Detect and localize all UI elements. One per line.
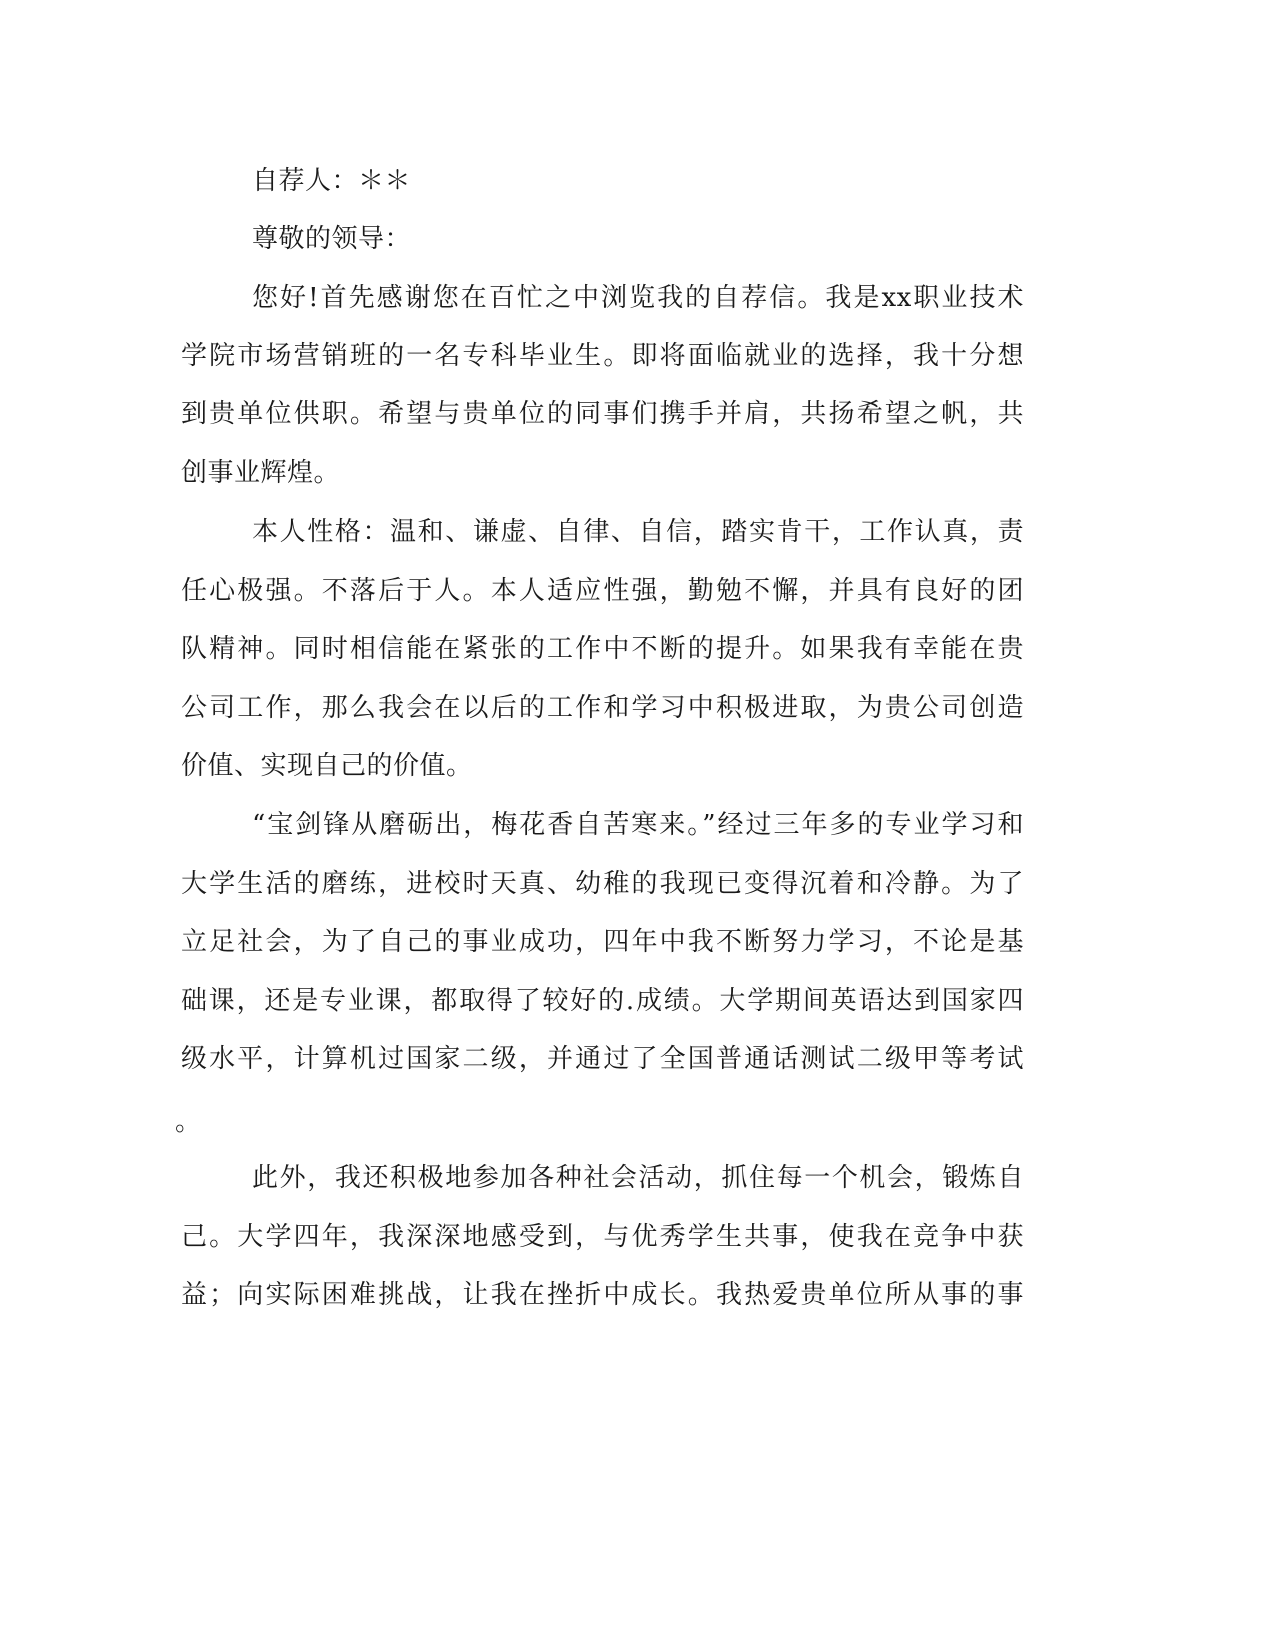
- paragraph-2-line-5: 价值、实现自己的价值。: [181, 751, 473, 781]
- paragraph-2-line-1: 本人性格：温和、谦虚、自律、自信，踏实肯干，工作认真，责: [252, 517, 1024, 547]
- paragraph-4-line-3: 益；向实际困难挑战，让我在挫折中成长。我热爱贵单位所从事的事: [181, 1280, 1024, 1310]
- paragraph-3-line-5: 级水平，计算机过国家二级，并通过了全国普通话测试二级甲等考试: [181, 1044, 1024, 1074]
- paragraph-2-line-3: 队精神。同时相信能在紧张的工作中不断的提升。如果我有幸能在贵: [181, 634, 1024, 664]
- paragraph-2-line-2: 任心极强。不落后于人。本人适应性强，勤勉不懈，并具有良好的团: [181, 576, 1024, 606]
- paragraph-3-line-4: 础课，还是专业课，都取得了较好的.成绩。大学期间英语达到国家四: [181, 986, 1024, 1016]
- paragraph-3-line-2: 大学生活的磨练，进校时天真、幼稚的我现已变得沉着和冷静。为了: [181, 869, 1024, 899]
- paragraph-1-line-4: 创事业辉煌。: [181, 458, 341, 488]
- paragraph-1-line-2: 学院市场营销班的一名专科毕业生。即将面临就业的选择，我十分想: [181, 341, 1024, 371]
- paragraph-4-line-1: 此外，我还积极地参加各种社会活动，抓住每一个机会，锻炼自: [252, 1163, 1024, 1193]
- paragraph-1-line-1: 您好!首先感谢您在百忙之中浏览我的自荐信。我是xx职业技术: [252, 283, 1024, 313]
- paragraph-4-line-2: 己。大学四年，我深深地感受到，与优秀学生共事，使我在竞争中获: [181, 1222, 1024, 1252]
- paragraph-3-line-6: 。: [175, 1107, 202, 1137]
- paragraph-3-line-3: 立足社会，为了自己的事业成功，四年中我不断努力学习，不论是基: [181, 927, 1024, 957]
- paragraph-2-line-4: 公司工作，那么我会在以后的工作和学习中积极进取，为贵公司创造: [181, 693, 1024, 723]
- signer-line: 自荐人：＊＊: [252, 166, 412, 196]
- paragraph-3-line-1: “宝剑锋从磨砺出，梅花香自苦寒来。”经过三年多的专业学习和: [252, 810, 1024, 840]
- paragraph-1-line-3: 到贵单位供职。希望与贵单位的同事们携手并肩，共扬希望之帆，共: [181, 399, 1024, 429]
- salutation-line: 尊敬的领导：: [252, 224, 412, 254]
